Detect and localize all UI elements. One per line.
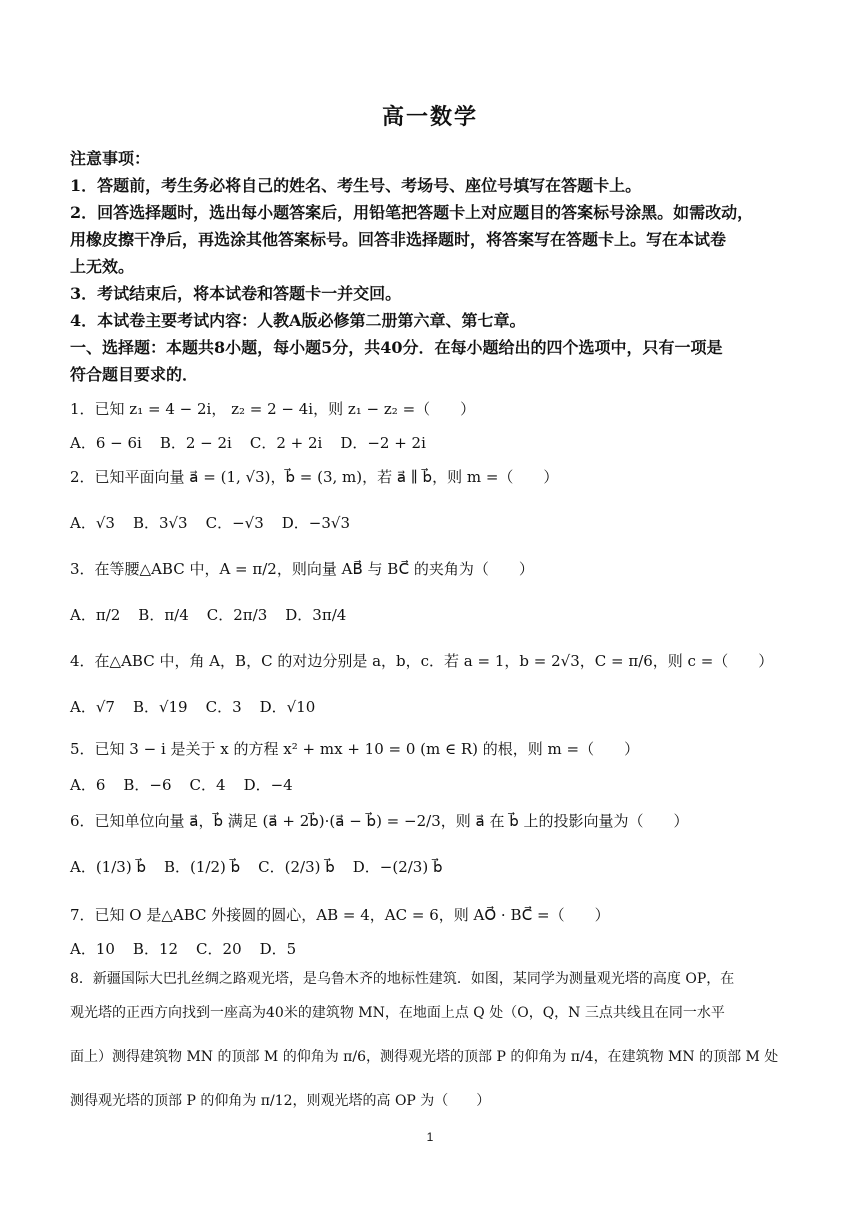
notice-item-2-end: 上无效。 bbox=[70, 257, 135, 276]
option-c: C．2 + 2i bbox=[249, 434, 323, 452]
option-d: D．3π/4 bbox=[285, 606, 347, 624]
question-8-line-1: 8．新疆国际大巴扎丝绸之路观光塔，是乌鲁木齐的地标性建筑．如图，某同学为测量观光塔的高度 OP，在 bbox=[70, 971, 735, 987]
option-b: B．(1/2) b⃗ bbox=[163, 858, 241, 876]
option-d: D．5 bbox=[259, 940, 297, 958]
option-c: C．20 bbox=[196, 940, 242, 958]
option-c: C．−√3 bbox=[205, 514, 264, 532]
section-heading-cont: 符合题目要求的． bbox=[70, 365, 199, 384]
option-a: A．√3 bbox=[70, 514, 115, 532]
question-4-stem: 4．在△ABC 中，角 A，B，C 的对边分别是 a，b，c．若 a = 1，b = 2√3，C = π/6，则 c =（ ） bbox=[70, 652, 774, 670]
question-2-options bbox=[70, 512, 800, 533]
option-b: B．2 − 2i bbox=[159, 434, 232, 452]
question-4-options bbox=[70, 696, 800, 717]
option-b: B．12 bbox=[132, 940, 179, 958]
option-a: A．6 bbox=[70, 776, 106, 794]
option-a: A．(1/3) b⃗ bbox=[70, 858, 146, 876]
question-5-stem: 5．已知 3 − i 是关于 x 的方程 x² + mx + 10 = 0 (m ∈ R) 的根，则 m =（ ） bbox=[70, 740, 640, 758]
question-6-options bbox=[70, 856, 800, 877]
notice-item-3: 3．考试结束后，将本试卷和答题卡一并交回。 bbox=[70, 284, 402, 303]
option-b: B．√19 bbox=[132, 698, 188, 716]
section-heading: 一、选择题：本题共8小题，每小题5分，共40分．在每小题给出的四个选项中，只有一项是 bbox=[70, 338, 723, 357]
notice-item-2-cont: 用橡皮擦干净后，再选涂其他答案标号。回答非选择题时，将答案写在答题卡上。写在本试卷 bbox=[70, 230, 727, 249]
option-c: C．(2/3) b⃗ bbox=[258, 858, 335, 876]
question-8-line-4: 测得观光塔的顶部 P 的仰角为 π/12，则观光塔的高 OP 为（ ） bbox=[70, 1093, 491, 1109]
option-d: D．−2 + 2i bbox=[340, 434, 426, 452]
question-3-options bbox=[70, 604, 800, 625]
question-2-stem: 2．已知平面向量 a⃗ = (1, √3)，b⃗ = (3, m)，若 a⃗ ∥ b⃗，则 m =（ ） bbox=[70, 468, 559, 486]
question-7-stem: 7．已知 O 是△ABC 外接圆的圆心，AB = 4，AC = 6，则 AO⃗ · BC⃗ =（ ） bbox=[70, 906, 610, 924]
notice-item-1: 1．答题前，考生务必将自己的姓名、考生号、考场号、座位号填写在答题卡上。 bbox=[70, 176, 642, 195]
page-number: 1 bbox=[426, 1130, 434, 1144]
option-c: C．4 bbox=[189, 776, 226, 794]
option-a: A．√7 bbox=[70, 698, 115, 716]
question-1-stem: 1．已知 z₁ = 4 − 2i， z₂ = 2 − 4i，则 z₁ − z₂ =（ ） bbox=[70, 400, 476, 418]
notice-heading: 注意事项： bbox=[70, 149, 151, 168]
question-8-line-2: 观光塔的正西方向找到一座高为40米的建筑物 MN，在地面上点 Q 处（O，Q，N 三点共线且在同一水平 bbox=[70, 1005, 725, 1021]
option-d: D．−4 bbox=[243, 776, 293, 794]
option-d: D．−(2/3) b⃗ bbox=[352, 858, 443, 876]
question-8-line-3: 面上）测得建筑物 MN 的顶部 M 的仰角为 π/6，测得观光塔的顶部 P 的仰角为 π/4，在建筑物 MN 的顶部 M 处 bbox=[70, 1049, 779, 1065]
option-c: C．2π/3 bbox=[206, 606, 268, 624]
option-a: A．6 − 6i bbox=[70, 434, 142, 452]
option-c: C．3 bbox=[205, 698, 242, 716]
option-a: A．10 bbox=[70, 940, 115, 958]
option-b: B．−6 bbox=[123, 776, 172, 794]
question-7-options bbox=[70, 938, 800, 959]
notice-item-2: 2．回答选择题时，选出每小题答案后，用铅笔把答题卡上对应题目的答案标号涂黑。如需改动， bbox=[70, 203, 754, 222]
question-3-stem: 3．在等腰△ABC 中，A = π/2，则向量 AB⃗ 与 BC⃗ 的夹角为（ ） bbox=[70, 560, 534, 578]
option-d: D．−3√3 bbox=[281, 514, 351, 532]
exam-title: 高一数学 bbox=[381, 104, 478, 130]
option-b: B．π/4 bbox=[138, 606, 189, 624]
question-5-options bbox=[70, 774, 800, 795]
notice-item-4: 4．本试卷主要考试内容：人教A版必修第二册第六章、第七章。 bbox=[70, 311, 526, 330]
question-1-options bbox=[70, 432, 800, 453]
option-b: B．3√3 bbox=[132, 514, 188, 532]
question-6-stem: 6．已知单位向量 a⃗，b⃗ 满足 (a⃗ + 2b⃗)·(a⃗ − b⃗) = −2/3，则 a⃗ 在 b⃗ 上的投影向量为（ ） bbox=[70, 812, 689, 830]
option-a: A．π/2 bbox=[70, 606, 121, 624]
option-d: D．√10 bbox=[259, 698, 316, 716]
